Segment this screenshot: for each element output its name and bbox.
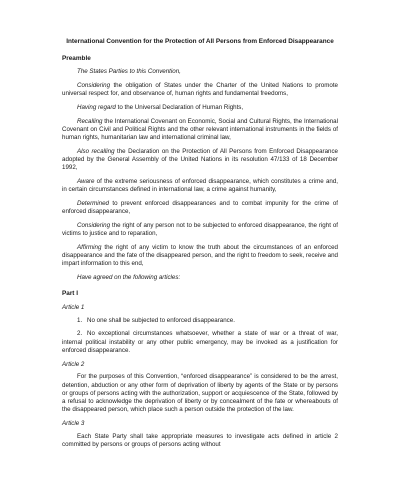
preamble-lead: Having regard — [77, 103, 116, 111]
preamble-text: to the Universal Declaration of Human Rights, — [115, 103, 244, 111]
preamble-text: the International Covenant on Economic, Social and Cultural Rights, the International Covenant on Civil and Political Rights and the other relevant international instruments in the fields of human rights, humanitarian law and international criminal law, — [62, 117, 338, 141]
item-text: No exceptional circumstances whatsoever, whether a state of war or a threat of war, internal political instability or any other public emergency, may be invoked as a justification for enforced disappearance. — [62, 330, 338, 354]
article-1-item — [62, 330, 338, 355]
preamble-text: the Declaration on the Protection of All Persons from Enforced Disappearance adopted by the General Assembly of the United Nations in its resolution 47/133 of 18 December 1992, — [62, 147, 338, 172]
article-3-heading: Article 3 — [62, 420, 85, 428]
preamble-paragraph — [62, 200, 338, 216]
preamble-text: the right of any victim to know the truth about the circumstances of an enforced disappearance and the fate of the disappeared person, and the right to freedom to seek, receive and impart information to this end, — [62, 244, 338, 268]
article-3-text: Each State Party shall take appropriate measures to investigate acts defined in article 2 committed by persons or groups of persons acting without — [62, 432, 338, 449]
preamble-paragraph — [62, 148, 338, 173]
preamble-paragraph — [62, 118, 338, 143]
preamble-lead: Determined — [77, 200, 109, 207]
preamble-closing: Have agreed on the following articles: — [77, 274, 181, 282]
item-number: 2. — [77, 330, 83, 338]
preamble-lead: Affirming — [77, 244, 102, 251]
item-text: No one shall be subjected to enforced disappearance. — [87, 316, 235, 324]
article-1-item — [62, 317, 338, 325]
preamble-paragraph — [62, 104, 338, 112]
preamble-lead: Aware — [77, 178, 95, 185]
preamble-lead: Also recalling — [77, 147, 115, 155]
preamble-text: to prevent enforced disappearances and to combat impunity for the crime of enforced disappearance, — [62, 200, 338, 216]
preamble-paragraph — [62, 244, 338, 269]
preamble-heading: Preamble — [62, 54, 91, 62]
preamble-paragraph — [62, 222, 338, 238]
article-2-heading: Article 2 — [62, 360, 85, 368]
preamble-text: the right of any person not to be subjected to enforced disappearance, the right of victims to justice and to reparation, — [62, 222, 338, 238]
preamble-opening: The States Parties to this Convention, — [77, 68, 181, 75]
preamble-paragraph — [62, 82, 338, 98]
preamble-lead: Considering — [77, 81, 111, 89]
preamble-paragraph — [62, 178, 338, 194]
preamble-lead: Considering — [77, 222, 111, 229]
part-heading: Part I — [62, 290, 78, 298]
article-1-heading: Article 1 — [62, 303, 85, 311]
preamble-text: the obligation of States under the Charter of the United Nations to promote universal respect for, and observance of, human rights and fundamental freedoms, — [62, 81, 338, 97]
document-title: International Convention for the Protection of All Persons from Enforced Disappearance — [66, 38, 334, 45]
item-number: 1. — [77, 316, 83, 324]
preamble-lead: Recalling — [77, 117, 103, 125]
article-2-text: For the purposes of this Convention, “enforced disappearance” is considered to be the arrest, detention, abduction or any other form of deprivation of liberty by agents of the State or by persons or groups of persons acting with the authorization, support or acquiescence of the State, followed by a refusal to acknowledge the deprivation of liberty or by concealment of the fate or whereabouts of the disappeared person, which place such a person outside the protection of the law. — [62, 373, 338, 414]
preamble-text: of the extreme seriousness of enforced disappearance, which constitutes a crime and, in certain circumstances defined in international law, a crime against humanity, — [62, 178, 338, 194]
